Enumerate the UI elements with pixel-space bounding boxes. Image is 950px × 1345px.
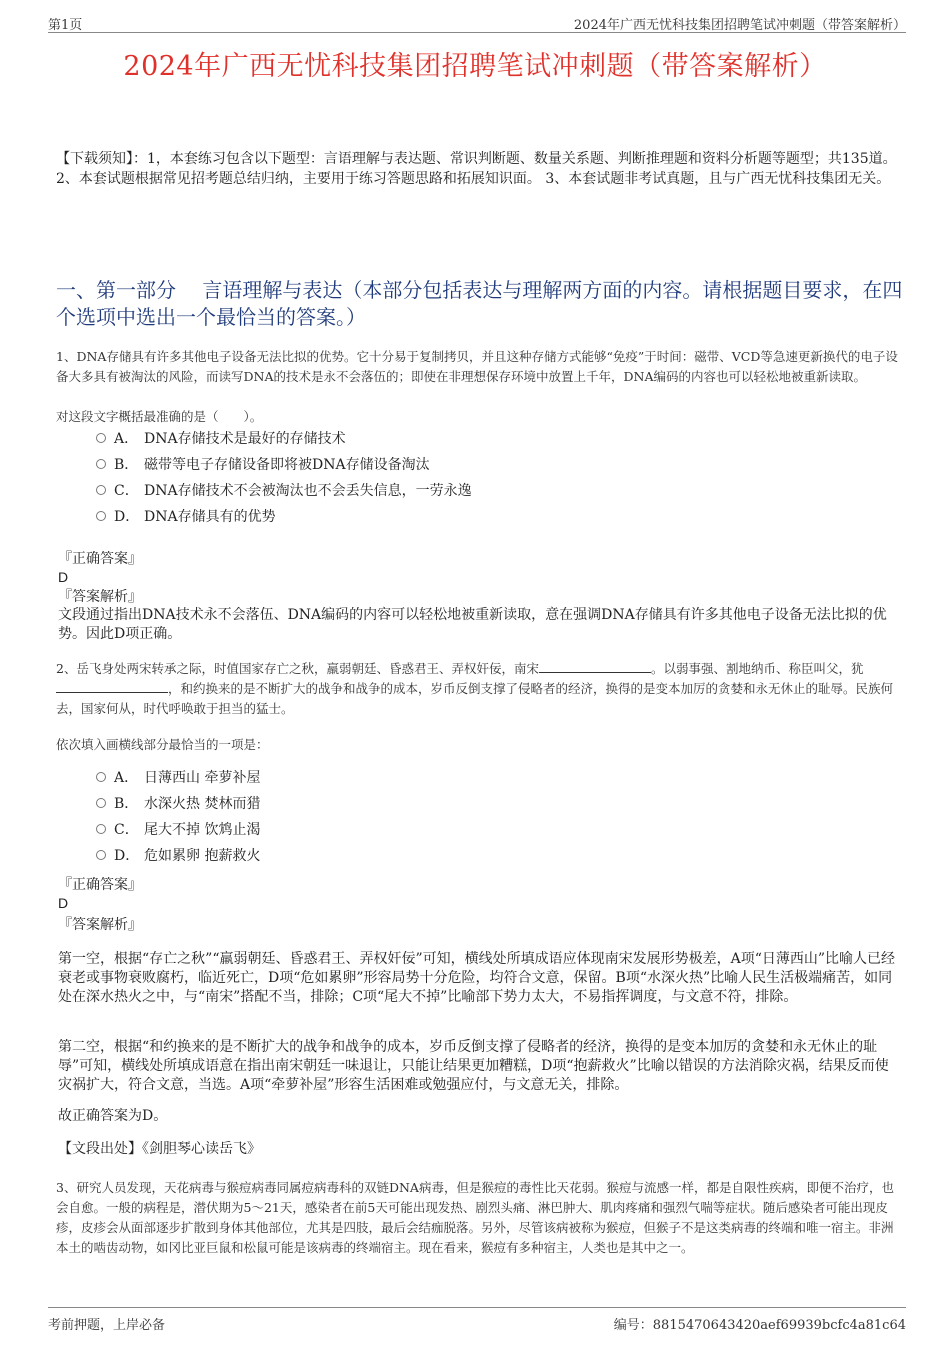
q2-source: 【文段出处】《剑胆琴心读岳飞》: [58, 1141, 261, 1157]
question-2-text: 2、岳飞身处两宋转承之际，时值国家存亡之秋，羸弱朝廷、昏惑君王、弄权奸佞，南宋 。以弱事强、割地纳币、称臣叫父，犹，和约换来的是不断扩大的战争和战争的成本，岁币反倒支撑了侵略者的经济，换得的是变本加厉的贪婪和永无休止的耻辱。民族何去，国家何从，时代呼唤敢于担当的猛士。: [56, 661, 894, 716]
question-2-prompt: 依次填入画横线部分最恰当的一项是：: [56, 737, 269, 752]
radio-icon[interactable]: [96, 772, 106, 782]
q1-option-d[interactable]: D． DNA存储具有的优势: [96, 507, 276, 527]
radio-icon[interactable]: [96, 798, 106, 808]
q1-answer-label: 『正确答案』: [58, 551, 142, 567]
page-number: 第1页: [48, 18, 83, 33]
section-title: 一、第一部分 言语理解与表达（本部分包括表达与理解两方面的内容。请根据题目要求，在四个选项中选出一个最恰当的答案。）: [56, 278, 903, 329]
radio-icon[interactable]: [96, 850, 106, 860]
radio-icon[interactable]: [96, 511, 106, 521]
radio-icon[interactable]: [96, 485, 106, 495]
q2-analysis-para-2: 第二空，根据“和约换来的是不断扩大的战争和战争的成本，岁币反倒支撑了侵略者的经济，换得的是变本加厉的贪婪和永无休止的耻辱”可知，横线处所填成语意在指出南宋朝廷一味退让，只能让结果更加糟糕，D项“抱薪救火”比喻以错误的方法消除灾祸，结果反而使灾祸扩大，符合文意，当选。A项“牵萝补屋”形容生活困难或勉强应付，与文意无关，排除。: [58, 1039, 889, 1093]
question-1-prompt: 对这段文字概括最准确的是（ ）。: [56, 409, 263, 424]
header-doc-title: 2024年广西无忧科技集团招聘笔试冲刺题（带答案解析）: [573, 18, 906, 33]
q1-option-c[interactable]: C． DNA存储技术不会被淘汰也不会丢失信息，一劳永逸: [96, 481, 472, 501]
q1-analysis-label: 『答案解析』: [58, 589, 142, 605]
page-header: [48, 14, 906, 33]
document-title: 2024年广西无忧科技集团招聘笔试冲刺题（带答案解析）: [123, 51, 827, 82]
q1-option-a[interactable]: A． DNA存储技术是最好的存储技术: [96, 429, 346, 449]
q1-option-b[interactable]: B． 磁带等电子存储设备即将被DNA存储设备淘汰: [96, 455, 430, 475]
q2-answer: D: [58, 895, 69, 911]
q2-answer-label: 『正确答案』: [58, 877, 142, 893]
q2-analysis-para-1: 第一空，根据“存亡之秋”“羸弱朝廷、昏惑君王、弄权奸佞”可知，横线处所填成语应体现南宋发展形势极差，A项“日薄西山”比喻人已经衰老或事物衰败腐朽，临近死亡，D项“危如累卵”形容局势十分危险，均符合文意，保留。B项“水深火热”比喻人民生活极端痛苦，如同处在深水热火之中，与“南宋”搭配不当，排除；C项“尾大不掉”比喻部下势力太大，不易指挥调度，与文意不符，排除。: [58, 951, 896, 1005]
radio-icon[interactable]: [96, 433, 106, 443]
q2-analysis-conclusion: 故正确答案为D。: [58, 1108, 168, 1124]
q2-option-d[interactable]: D． 危如累卵 抱薪救火: [96, 846, 260, 866]
q1-analysis: 文段通过指出DNA技术永不会落伍、DNA编码的内容可以轻松地被重新读取，意在强调DNA存储具有许多其他电子设备无法比拟的优势。因此D项正确。: [58, 607, 887, 642]
download-notice: 【下载须知】：1，本套练习包含以下题型：言语理解与表达题、常识判断题、数量关系题、判断推理题和资料分析题等题型；共135道。 2、本套试题根据常见招考题总结归纳，主要用于练习答题思路和拓展知识面。 3、本套试题非考试真题，且与广西无忧科技集团无关。: [56, 151, 897, 187]
footer-doc-id: 编号：8815470643420aef69939bcfc4a81c64: [613, 1318, 906, 1333]
footer-slogan: 考前押题，上岸必备: [48, 1318, 166, 1333]
radio-icon[interactable]: [96, 824, 106, 834]
q2-analysis-label: 『答案解析』: [58, 917, 142, 933]
q2-option-b[interactable]: B． 水深火热 焚林而猎: [96, 794, 260, 814]
fill-blank-2: [56, 679, 168, 693]
question-3-text: 3、研究人员发现，天花病毒与猴痘病毒同属痘病毒科的双链DNA病毒，但是猴痘的毒性比天花弱。猴痘与流感一样，都是自限性疾病，即便不治疗，也会自愈。一般的病程是，潜伏期为5～21天，感染者在前5天可能出现发热、剧烈头痛、淋巴肿大、肌肉疼痛和强烈气喘等症状。随后感染者可能出现皮疹，皮疹会从面部逐步扩散到身体其他部位，尤其是四肢，最后会结痂脱落。另外，尽管该病被称为猴痘，但猴子不是这类病毒的终端和唯一宿主。非洲本土的啮齿动物，如冈比亚巨鼠和松鼠可能是该病毒的终端宿主。现在看来，猴痘有多种宿主，人类也是其中之一。: [56, 1180, 894, 1255]
radio-icon[interactable]: [96, 459, 106, 469]
fill-blank-1: [539, 659, 651, 673]
q1-answer: D: [58, 569, 69, 585]
page-footer: [48, 1307, 906, 1333]
q2-option-c[interactable]: C． 尾大不掉 饮鸩止渴: [96, 820, 260, 840]
question-1-text: 1、DNA存储具有许多其他电子设备无法比拟的优势。它十分易于复制拷贝，并且这种存储方式能够“免疫”于时间：磁带、VCD等急速更新换代的电子设备大多具有被淘汰的风险，而读写DNA的技术是永不会落伍的；即使在非理想保存环境中放置上千年，DNA编码的内容也可以轻松地被重新读取。: [56, 349, 898, 384]
q2-option-a[interactable]: A． 日薄西山 牵萝补屋: [96, 768, 260, 788]
